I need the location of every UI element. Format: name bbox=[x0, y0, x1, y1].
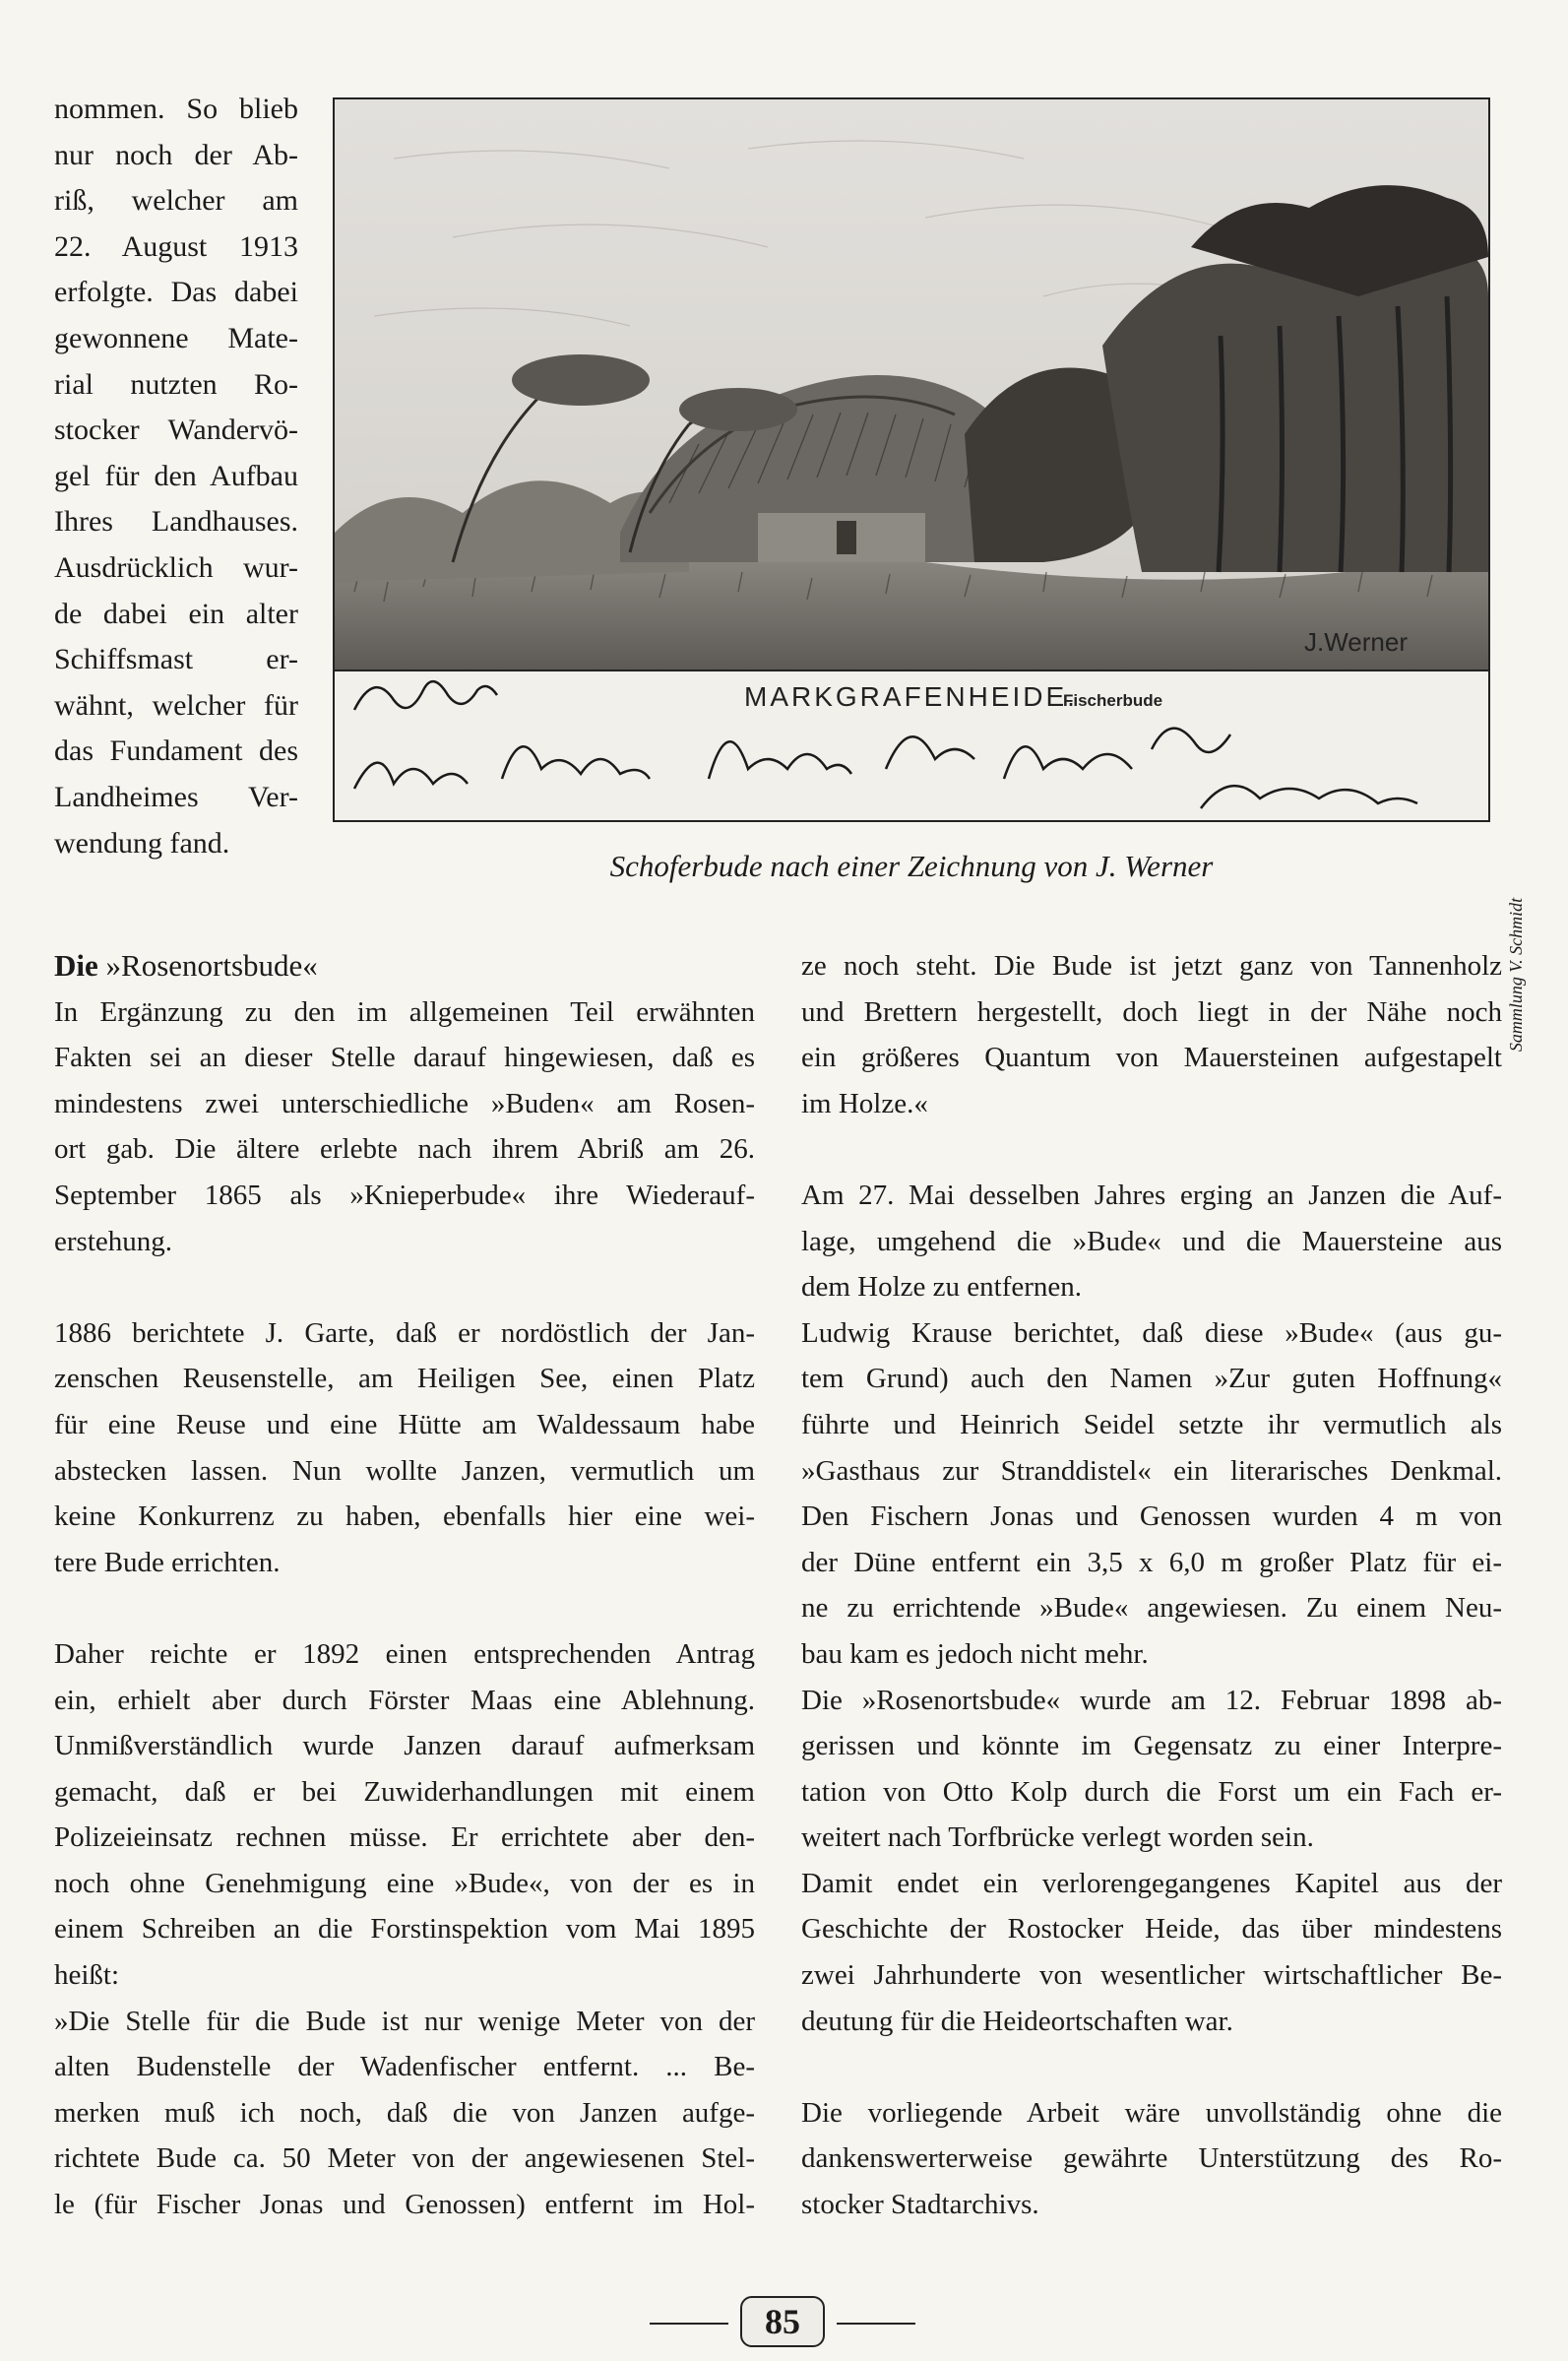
text-line: richtete Bude ca. 50 Meter von der angewiesenen Stel- bbox=[54, 2142, 755, 2175]
photo-credit bbox=[1506, 897, 1568, 1103]
rule-right bbox=[837, 2323, 915, 2325]
photo-credit-text: Sammlung V. Schmidt bbox=[1506, 897, 1526, 1053]
text-line: gerissen und könnte im Gegensatz zu einer Interpre- bbox=[801, 1730, 1502, 1762]
text-line: »Die Stelle für die Bude ist nur wenige Meter von der bbox=[54, 2005, 755, 2037]
sidebar-line: riß, welcher am bbox=[54, 184, 298, 218]
paragraph-gap bbox=[801, 2044, 1502, 2090]
paragraph-gap bbox=[54, 1585, 755, 1631]
heading-title: »Rosenortsbude« bbox=[105, 948, 318, 983]
text-line: gemacht, daß er bei Zuwiderhandlungen mit einem bbox=[54, 1775, 755, 1808]
text-line: tation von Otto Kolp durch die Forst um ein Fach er- bbox=[801, 1775, 1502, 1808]
text-line: keine Konkurrenz zu haben, ebenfalls hier eine wei- bbox=[54, 1500, 755, 1533]
text-line: 1886 berichtete J. Garte, daß er nordöstlich der Jan- bbox=[54, 1316, 755, 1349]
text-line: im Holze.« bbox=[801, 1087, 928, 1119]
text-line: Den Fischern Jonas und Genossen wurden 4 m von bbox=[801, 1500, 1502, 1533]
paragraph-gap bbox=[801, 1126, 1502, 1173]
text-line: mindestens zwei unterschiedliche »Buden« am Rosen- bbox=[54, 1087, 755, 1119]
text-line: und Brettern hergestellt, doch liegt in der Nähe noch bbox=[801, 995, 1502, 1028]
text-line: le (für Fischer Jonas und Genossen) entfernt im Hol- bbox=[54, 2189, 755, 2221]
sidebar-line: nur noch der Ab- bbox=[54, 138, 298, 171]
text-line: ze noch steht. Die Bude ist jetzt ganz von Tannenholz bbox=[801, 950, 1502, 982]
text-line: September 1865 als »Knieperbude« ihre Wiederauf- bbox=[54, 1179, 755, 1211]
text-line: Ludwig Krause berichtet, daß diese »Bude« (aus gu- bbox=[801, 1316, 1502, 1349]
sidebar-line: gel für den Aufbau bbox=[54, 459, 298, 492]
sidebar-text bbox=[54, 87, 298, 866]
text-line: Fakten sei an dieser Stelle darauf hingewiesen, daß es bbox=[54, 1042, 755, 1074]
text-line: bau kam es jedoch nicht mehr. bbox=[801, 1637, 1149, 1670]
sidebar-line: wähnt, welcher für bbox=[54, 688, 298, 722]
text-line: Damit endet ein verlorengegangenes Kapitel aus der bbox=[801, 1867, 1502, 1899]
text-line: »Gasthaus zur Stranddistel« ein literarisches Denkmal. bbox=[801, 1454, 1502, 1487]
sidebar-line: Schiffsmast er- bbox=[54, 643, 298, 676]
text-line: lage, umgehend die »Bude« und die Mauersteine aus bbox=[801, 1225, 1502, 1257]
text-line: Die vorliegende Arbeit wäre unvollständig ohne die bbox=[801, 2096, 1502, 2129]
sidebar-line: rial nutzten Ro- bbox=[54, 367, 298, 401]
text-line: alten Budenstelle der Wadenfischer entfernt. ... Be- bbox=[54, 2051, 755, 2083]
text-line: erstehung. bbox=[54, 1225, 172, 1257]
illustration-fischerbude bbox=[333, 97, 1490, 822]
text-line: ein, erhielt aber durch Förster Maas eine Ablehnung. bbox=[54, 1684, 755, 1716]
text-line: noch ohne Genehmigung eine »Bude«, von der es in bbox=[54, 1867, 755, 1899]
text-line: stocker Stadtarchivs. bbox=[801, 2189, 1039, 2221]
text-line: Am 27. Mai desselben Jahres erging an Janzen die Auf- bbox=[801, 1179, 1502, 1211]
sidebar-line: Landheimes Ver- bbox=[54, 780, 298, 813]
text-line: Polizeieinsatz rechnen müsse. Er errichtete aber den- bbox=[54, 1821, 755, 1854]
paragraph-gap bbox=[54, 1264, 755, 1310]
text-line: tem Grund) auch den Namen »Zur guten Hoffnung« bbox=[801, 1363, 1502, 1395]
sidebar-line: de dabei ein alter bbox=[54, 597, 298, 630]
drawing bbox=[335, 99, 1488, 820]
text-line: ne zu errichtende »Bude« angewiesen. Zu einem Neu- bbox=[801, 1592, 1502, 1625]
text-line: einem Schreiben an die Forstinspektion vom Mai 1895 bbox=[54, 1913, 755, 1946]
text-line: In Ergänzung zu den im allgemeinen Teil erwähnten bbox=[54, 995, 755, 1028]
text-line: Geschichte der Rostocker Heide, das über mindestens bbox=[801, 1913, 1502, 1946]
sidebar-line: nommen. So blieb bbox=[54, 93, 298, 125]
printed-label: MARKGRAFENHEIDE. bbox=[744, 681, 1078, 712]
sidebar-line: gewonnene Mate- bbox=[54, 321, 298, 354]
text-line: weitert nach Torfbrücke verlegt worden sein. bbox=[801, 1821, 1314, 1854]
sidebar-line: wendung fand. bbox=[54, 826, 230, 860]
text-line: führte und Heinrich Seidel setzte ihr vermutlich als bbox=[801, 1408, 1502, 1440]
text-line: ort gab. Die ältere erlebte nach ihrem Abriß am 26. bbox=[54, 1133, 755, 1166]
heading-word: Die bbox=[54, 948, 98, 983]
text-line: der Düne entfernt ein 3,5 x 6,0 m großer Platz für ei- bbox=[801, 1546, 1502, 1578]
sidebar-line: Ausdrücklich wur- bbox=[54, 550, 298, 584]
text-line: dem Holze zu entfernen. bbox=[801, 1271, 1083, 1304]
left-column-lines bbox=[54, 989, 755, 2228]
page-number: 85 bbox=[740, 2296, 825, 2347]
text-line: heißt: bbox=[54, 1959, 120, 1992]
text-line: Unmißverständlich wurde Janzen darauf aufmerksam bbox=[54, 1730, 755, 1762]
text-line: dankenswerterweise gewährte Unterstützung des Ro- bbox=[801, 2142, 1502, 2175]
sidebar-line: Ihres Landhauses. bbox=[54, 505, 298, 539]
sidebar-line: stocker Wandervö- bbox=[54, 414, 298, 447]
sidebar-line: 22. August 1913 bbox=[54, 229, 298, 263]
right-column bbox=[801, 943, 1502, 2228]
text-line: für eine Reuse und eine Hütte am Waldessaum habe bbox=[54, 1408, 755, 1440]
printed-sublabel: Fischerbude bbox=[1063, 691, 1163, 710]
text-line: tere Bude errichten. bbox=[54, 1546, 281, 1578]
text-line: abstecken lassen. Nun wollte Janzen, vermutlich um bbox=[54, 1454, 755, 1487]
text-line: zenschen Reusenstelle, am Heiligen See, einen Platz bbox=[54, 1363, 755, 1395]
page-number-ornament bbox=[650, 2294, 915, 2353]
section-heading bbox=[54, 943, 755, 989]
figure-caption: Schoferbude nach einer Zeichnung von J. Werner bbox=[609, 849, 1214, 883]
sidebar-line: erfolgte. Das dabei bbox=[54, 276, 298, 309]
text-line: ein größeres Quantum von Mauersteinen aufgestapelt bbox=[801, 1042, 1502, 1074]
text-line: Die »Rosenortsbude« wurde am 12. Februar 1898 ab- bbox=[801, 1684, 1502, 1716]
left-column bbox=[54, 943, 755, 2228]
text-line: Daher reichte er 1892 einen entsprechenden Antrag bbox=[54, 1637, 755, 1670]
rule-left bbox=[650, 2323, 728, 2325]
text-line: deutung für die Heideortschaften war. bbox=[801, 2005, 1233, 2037]
text-line: merken muß ich noch, daß die von Janzen aufge- bbox=[54, 2096, 755, 2129]
artist-signature: J.Werner bbox=[1304, 627, 1408, 657]
sidebar-line: das Fundament des bbox=[54, 734, 298, 768]
text-line: zwei Jahrhunderte von wesentlicher wirtschaftlicher Be- bbox=[801, 1959, 1502, 1992]
